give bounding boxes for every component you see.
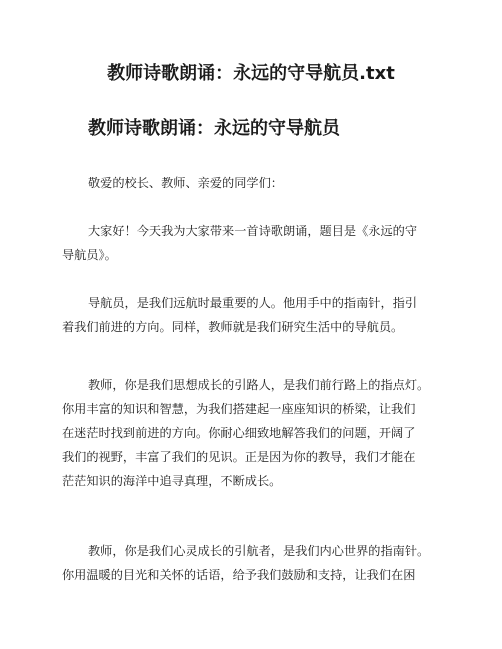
text-line: 你用温暖的目光和关怀的话语，给予我们鼓励和支持，让我们在困 [62,568,416,582]
paragraph-intro [62,219,472,267]
paragraph-guide [62,373,472,493]
text-line: 在迷茫时找到前进的方向。你耐心细致地解答我们的问题，开阔了 [62,426,416,440]
text-line: 教师，你是我们思想成长的引路人，是我们前行路上的指点灯。 [88,378,430,392]
text-line: 敬爱的校长、教师、亲爱的同学们： [88,176,283,190]
paragraph-navigator [62,291,472,339]
text-line: 你用丰富的知识和智慧，为我们搭建起一座座知识的桥梁，让我们 [62,402,416,416]
poem-heading: 教师诗歌朗诵：永远的守导航员 [88,118,340,139]
text-line: 导航员，是我们远航时最重要的人。他用手中的指南针，指引 [88,296,418,310]
text-line: 茫茫知识的海洋中追寻真理，不断成长。 [62,474,282,488]
text-line: 大家好！今天我为大家带来一首诗歌朗诵，题目是《永远的守 [88,224,418,238]
paragraph-greeting [62,171,472,195]
text-line: 我们的视野，丰富了我们的见识。正是因为你的教导，我们才能在 [62,450,416,464]
text-line: 导航员》。 [62,248,117,262]
paragraph-mentor [62,539,472,587]
text-line: 着我们前进的方向。同样，教师就是我们研究生活中的导航员。 [62,320,404,334]
text-line: 教师，你是我们心灵成长的引航者，是我们内心世界的指南针。 [88,544,430,558]
document-title: 教师诗歌朗诵：永远的守导航员.txt [107,63,395,84]
